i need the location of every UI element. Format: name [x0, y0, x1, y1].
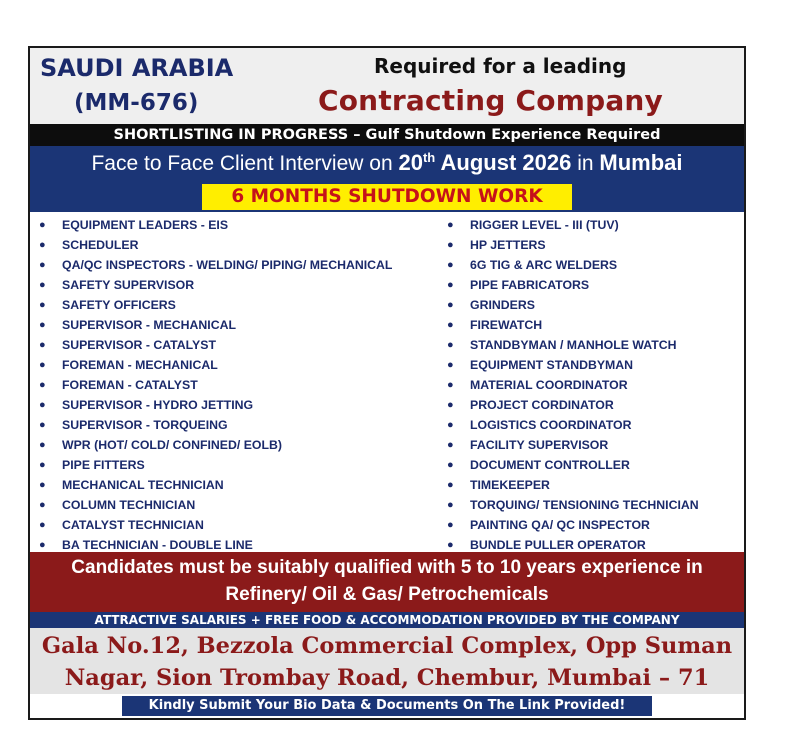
bullet-icon: ● — [39, 219, 46, 231]
interview-prefix: Face to Face Client Interview on — [91, 152, 399, 175]
bullet-icon: ● — [447, 299, 454, 311]
bullet-icon: ● — [39, 539, 46, 551]
bullet-icon: ● — [447, 499, 454, 511]
position-item — [444, 355, 699, 375]
position-item — [36, 435, 392, 455]
position-item — [36, 315, 392, 335]
bullet-icon: ● — [39, 259, 46, 271]
position-label: WPR (HOT/ COLD/ CONFINED/ EOLB) — [62, 438, 282, 452]
qualification-line-2: Refinery/ Oil & Gas/ Petrochemicals — [225, 584, 549, 605]
bullet-icon: ● — [39, 479, 46, 491]
position-item — [36, 295, 392, 315]
position-item — [36, 235, 392, 255]
bullet-icon: ● — [447, 259, 454, 271]
position-label: QA/QC INSPECTORS - WELDING/ PIPING/ MECHANICAL — [62, 258, 393, 272]
position-label: 6G TIG & ARC WELDERS — [470, 258, 618, 272]
bullet-icon: ● — [447, 459, 454, 471]
position-label: FOREMAN - CATALYST — [62, 378, 198, 392]
bullet-icon: ● — [39, 459, 46, 471]
qualification-banner — [30, 552, 744, 612]
position-item — [444, 275, 699, 295]
position-item — [444, 515, 699, 535]
position-item — [36, 515, 392, 535]
position-item — [444, 415, 699, 435]
bullet-icon: ● — [447, 419, 454, 431]
bullet-icon: ● — [447, 399, 454, 411]
bullet-icon: ● — [447, 359, 454, 371]
interview-in: in — [571, 152, 600, 175]
position-label: BUNDLE PULLER OPERATOR — [470, 538, 646, 552]
position-item — [36, 415, 392, 435]
bullet-icon: ● — [39, 339, 46, 351]
position-item — [444, 435, 699, 455]
position-label: MECHANICAL TECHNICIAN — [62, 478, 224, 492]
bullet-icon: ● — [39, 319, 46, 331]
position-label: CATALYST TECHNICIAN — [62, 518, 204, 532]
position-item — [36, 375, 392, 395]
bullet-icon: ● — [447, 339, 454, 351]
position-label: PROJECT CORDINATOR — [470, 398, 614, 412]
address-text — [30, 630, 744, 694]
position-item — [444, 315, 699, 335]
job-code: (MM-676) — [74, 90, 199, 116]
position-label: SAFETY SUPERVISOR — [62, 278, 195, 292]
position-item — [36, 475, 392, 495]
bullet-icon: ● — [447, 219, 454, 231]
position-label: LOGISTICS COORDINATOR — [470, 418, 632, 432]
position-label: SUPERVISOR - TORQUEING — [62, 418, 228, 432]
bullet-icon: ● — [447, 439, 454, 451]
position-item — [444, 295, 699, 315]
bullet-icon: ● — [39, 379, 46, 391]
position-label: GRINDERS — [470, 298, 535, 312]
position-label: STANDBYMAN / MANHOLE WATCH — [470, 338, 677, 352]
position-item — [444, 395, 699, 415]
bullet-icon: ● — [39, 279, 46, 291]
position-label: FACILITY SUPERVISOR — [470, 438, 609, 452]
position-label: RIGGER LEVEL - III (TUV) — [470, 218, 619, 232]
positions-list-left — [36, 215, 392, 555]
position-label: HP JETTERS — [470, 238, 546, 252]
position-item — [36, 335, 392, 355]
position-item — [444, 495, 699, 515]
position-label: DOCUMENT CONTROLLER — [470, 458, 630, 472]
interview-day-suffix: th — [422, 150, 436, 165]
position-label: TIMEKEEPER — [470, 478, 550, 492]
position-label: SUPERVISOR - CATALYST — [62, 338, 216, 352]
bullet-icon: ● — [39, 239, 46, 251]
address-line-1: Gala No.12, Bezzola Commercial Complex, Opp Suman — [41, 633, 733, 659]
position-item — [444, 335, 699, 355]
position-item — [36, 215, 392, 235]
position-label: PIPE FABRICATORS — [470, 278, 590, 292]
interview-line — [30, 150, 744, 176]
bullet-icon: ● — [447, 479, 454, 491]
bullet-icon: ● — [447, 379, 454, 391]
position-label: BA TECHNICIAN - DOUBLE LINE — [62, 538, 253, 552]
interview-day: 20 — [398, 150, 423, 175]
position-label: SCHEDULER — [62, 238, 139, 252]
position-label: EQUIPMENT STANDBYMAN — [470, 358, 634, 372]
address-line-2: Nagar, Sion Trombay Road, Chembur, Mumbai – 71 — [64, 665, 710, 691]
bullet-icon: ● — [447, 539, 454, 551]
bullet-icon: ● — [39, 499, 46, 511]
country-title: SAUDI ARABIA — [40, 54, 234, 82]
bullet-icon: ● — [39, 399, 46, 411]
bullet-icon: ● — [447, 519, 454, 531]
position-item — [444, 215, 699, 235]
shutdown-highlight: 6 MONTHS SHUTDOWN WORK — [202, 184, 572, 210]
bullet-icon: ● — [39, 299, 46, 311]
interview-date: August 2026 — [435, 150, 572, 175]
bullet-icon: ● — [447, 239, 454, 251]
qualification-line-1: Candidates must be suitably qualified with 5 to 10 years experience in — [71, 557, 703, 578]
position-item — [36, 255, 392, 275]
position-label: SAFETY OFFICERS — [62, 298, 176, 312]
company-title: Contracting Company — [318, 84, 663, 117]
submit-instructions: Kindly Submit Your Bio Data & Documents On The Link Provided! — [122, 696, 652, 716]
position-label: EQUIPMENT LEADERS - EIS — [62, 218, 229, 232]
position-item — [36, 495, 392, 515]
position-item — [36, 395, 392, 415]
position-item — [444, 255, 699, 275]
position-label: FIREWATCH — [470, 318, 543, 332]
position-item — [444, 375, 699, 395]
position-label: PIPE FITTERS — [62, 458, 145, 472]
bullet-icon: ● — [39, 519, 46, 531]
position-item — [444, 235, 699, 255]
required-for-text: Required for a leading — [374, 54, 627, 78]
position-item — [36, 275, 392, 295]
header-panel — [30, 48, 744, 124]
positions-list-right — [444, 215, 699, 555]
bullet-icon: ● — [447, 319, 454, 331]
address-panel — [30, 628, 744, 694]
position-label: MATERIAL COORDINATOR — [470, 378, 628, 392]
benefits-banner: ATTRACTIVE SALARIES + FREE FOOD & ACCOMMODATION PROVIDED BY THE COMPANY — [30, 612, 744, 628]
position-label: TORQUING/ TENSIONING TECHNICIAN — [470, 498, 699, 512]
bullet-icon: ● — [39, 419, 46, 431]
position-label: COLUMN TECHNICIAN — [62, 498, 196, 512]
position-item — [444, 475, 699, 495]
position-item — [36, 355, 392, 375]
bullet-icon: ● — [447, 279, 454, 291]
bullet-icon: ● — [39, 439, 46, 451]
position-label: SUPERVISOR - MECHANICAL — [62, 318, 236, 332]
position-item — [444, 455, 699, 475]
shortlisting-banner: SHORTLISTING IN PROGRESS – Gulf Shutdown Experience Required — [30, 124, 744, 146]
position-label: FOREMAN - MECHANICAL — [62, 358, 218, 372]
position-label: SUPERVISOR - HYDRO JETTING — [62, 398, 254, 412]
position-label: PAINTING QA/ QC INSPECTOR — [470, 518, 650, 532]
interview-city: Mumbai — [599, 150, 683, 175]
position-item — [36, 455, 392, 475]
bullet-icon: ● — [39, 359, 46, 371]
job-advertisement — [28, 46, 746, 720]
